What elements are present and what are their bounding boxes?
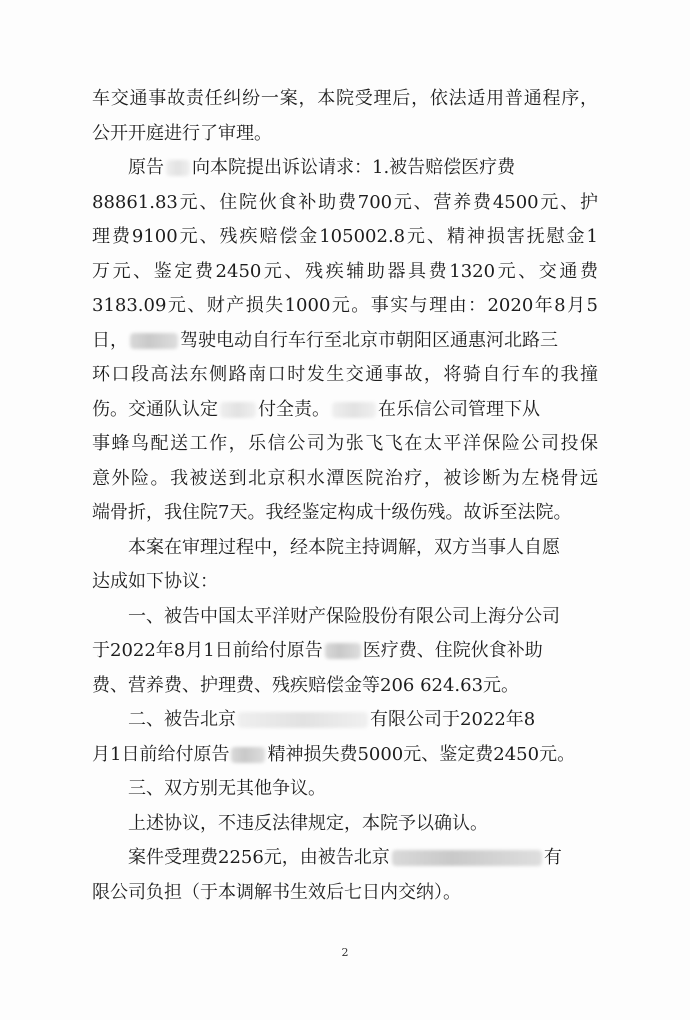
text-segment: 向本院提出诉讼请求：1.被告赔偿医疗费 bbox=[192, 157, 516, 178]
text-segment: 伤。交通队认定 bbox=[92, 398, 218, 420]
text-line-22 bbox=[92, 807, 598, 842]
text-segment: 费、营养费、护理费、残疾赔偿金等206 624.63元。 bbox=[92, 674, 520, 696]
text-segment: 付全责。 bbox=[258, 398, 330, 420]
text-segment: 3183.09元、财产损失1000元。事实与理由：2020年8月5 bbox=[92, 295, 598, 316]
redacted-name-blur bbox=[332, 402, 376, 418]
text-segment: 理费9100元、残疾赔偿金105002.8元、精神损害抚慰金1 bbox=[92, 226, 598, 247]
text-segment: 车交通事故责任纠纷一案，本院受理后，依法适用普通程序， bbox=[92, 88, 598, 109]
text-line-4 bbox=[92, 186, 598, 221]
text-segment: 医疗费、住院伙食补助 bbox=[362, 640, 543, 661]
text-line-9 bbox=[92, 358, 598, 393]
text-segment: 端骨折，我住院7天。我经鉴定构成十级伤残。故诉至法院。 bbox=[92, 502, 572, 523]
text-segment: 万元、鉴定费2450元、残疾辅助器具费1320元、交通费 bbox=[92, 260, 598, 282]
text-line-13 bbox=[92, 496, 598, 531]
text-line-23 bbox=[92, 841, 598, 876]
page-number: 2 bbox=[341, 946, 349, 959]
text-line-6 bbox=[92, 255, 598, 290]
text-segment: 三、双方别无其他争议。 bbox=[128, 778, 326, 799]
text-segment: 意外险。我被送到北京积水潭医院治疗，被诊断为左桡骨远 bbox=[92, 467, 598, 489]
text-line-16 bbox=[92, 600, 598, 635]
text-segment: 二、被告北京 bbox=[128, 709, 236, 730]
text-segment: 一、被告中国太平洋财产保险股份有限公司上海分公司 bbox=[128, 605, 560, 627]
text-line-5 bbox=[92, 220, 598, 255]
text-line-11 bbox=[92, 427, 598, 462]
text-segment: 有限公司于2022年8 bbox=[370, 709, 536, 730]
text-segment: 上述协议，不违反法律规定，本院予以确认。 bbox=[128, 812, 488, 834]
redacted-company-blur bbox=[392, 850, 542, 866]
text-line-17 bbox=[92, 634, 598, 669]
text-line-18 bbox=[92, 669, 598, 704]
redacted-name-blur bbox=[231, 747, 265, 763]
text-segment: 于2022年8月1日前给付原告 bbox=[92, 640, 323, 661]
redacted-name-blur bbox=[220, 402, 256, 418]
text-line-20 bbox=[92, 738, 598, 773]
document-body bbox=[92, 82, 598, 910]
text-segment: 限公司负担（于本调解书生效后七日内交纳）。 bbox=[92, 881, 461, 903]
text-segment: 有 bbox=[543, 847, 562, 868]
text-line-10 bbox=[92, 393, 598, 428]
text-segment: 原告 bbox=[128, 157, 164, 178]
redacted-name-blur bbox=[130, 333, 178, 349]
text-line-7 bbox=[92, 289, 598, 324]
text-segment: 88861.83元、住院伙食补助费700元、营养费4500元、护 bbox=[92, 191, 598, 213]
redacted-name-blur bbox=[166, 160, 190, 176]
text-segment: 本案在审理过程中，经本院主持调解，双方当事人自愿 bbox=[128, 536, 560, 558]
redacted-company-blur bbox=[238, 712, 368, 728]
text-line-12 bbox=[92, 462, 598, 497]
text-segment: 精神损失费5000元、鉴定费2450元。 bbox=[267, 743, 576, 765]
text-segment: 月1日前给付原告 bbox=[92, 743, 230, 765]
text-line-1 bbox=[92, 82, 598, 117]
text-line-2 bbox=[92, 117, 598, 152]
text-segment: 案件受理费2256元，由被告北京 bbox=[128, 847, 390, 868]
text-segment: 在乐信公司管理下从 bbox=[378, 398, 540, 420]
redacted-name-blur bbox=[325, 643, 361, 659]
text-line-19 bbox=[92, 703, 598, 738]
text-segment: 驾驶电动自行车行至北京市朝阳区通惠河北路三 bbox=[180, 329, 558, 351]
text-segment: 日， bbox=[92, 329, 128, 351]
text-segment: 公开开庭进行了审理。 bbox=[92, 122, 272, 144]
text-line-21 bbox=[92, 772, 598, 807]
text-line-8 bbox=[92, 324, 598, 359]
text-segment: 环口段高法东侧路南口时发生交通事故，将骑自行车的我撞 bbox=[92, 364, 598, 385]
text-line-15 bbox=[92, 565, 598, 600]
text-line-24 bbox=[92, 876, 598, 911]
text-segment: 事蜂鸟配送工作，乐信公司为张飞飞在太平洋保险公司投保 bbox=[92, 433, 598, 454]
text-segment: 达成如下协议： bbox=[92, 571, 218, 592]
text-line-3 bbox=[92, 151, 598, 186]
text-line-14 bbox=[92, 531, 598, 566]
